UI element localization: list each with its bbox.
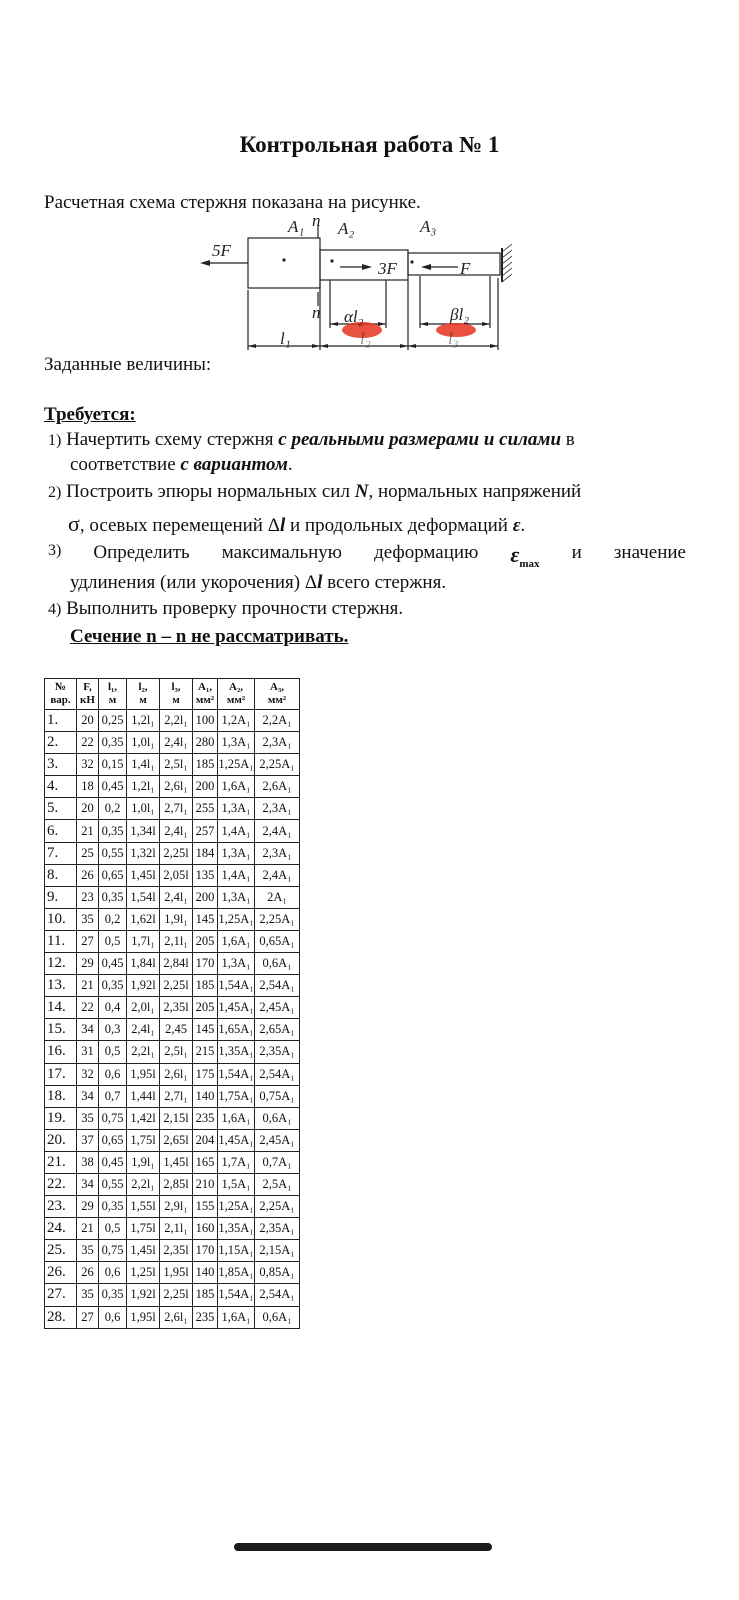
table-cell: 0,35 — [99, 886, 127, 908]
table-cell: 155 — [193, 1196, 218, 1218]
table-cell: 2,4l₁ — [127, 1019, 160, 1041]
table-cell: 100 — [193, 710, 218, 732]
table-cell: 175 — [193, 1063, 218, 1085]
table-cell: 1,55l — [127, 1196, 160, 1218]
table-row — [45, 1306, 300, 1328]
table-cell: 1,62l — [127, 908, 160, 930]
table-cell: 1,75l — [127, 1129, 160, 1151]
table-row — [45, 1218, 300, 1240]
table-cell: 0,2 — [99, 798, 127, 820]
table-cell: 34 — [77, 1085, 99, 1107]
table-cell: 1,44l — [127, 1085, 160, 1107]
table-cell: 0,6A₁ — [255, 953, 300, 975]
table-cell: 35 — [77, 1284, 99, 1306]
label-l3: l₃ — [448, 329, 459, 348]
table-cell: 2,25A₁ — [255, 908, 300, 930]
table-row — [45, 1085, 300, 1107]
table-cell: 4. — [45, 776, 77, 798]
table-cell: 23. — [45, 1196, 77, 1218]
table-row — [45, 886, 300, 908]
table-cell: 0,5 — [99, 1041, 127, 1063]
table-cell: 2,6l₁ — [160, 1306, 193, 1328]
task-1-number: 1) — [48, 432, 62, 449]
table-cell: 1. — [45, 710, 77, 732]
table-cell: 185 — [193, 754, 218, 776]
given-values-label: Заданные величины: — [44, 354, 212, 375]
table-cell: 0,65 — [99, 864, 127, 886]
table-cell: 1,4A₁ — [218, 820, 255, 842]
table-cell: 14. — [45, 997, 77, 1019]
table-row — [45, 1196, 300, 1218]
table-cell: 0,75 — [99, 1240, 127, 1262]
table-cell: 25. — [45, 1240, 77, 1262]
table-cell: 35 — [77, 1240, 99, 1262]
table-cell: 1,9l₁ — [127, 1151, 160, 1173]
table-cell: 1,54A₁ — [218, 1063, 255, 1085]
table-cell: 2,4l₁ — [160, 886, 193, 908]
task-4: 4) Выполнить проверку прочности стержня. — [48, 598, 404, 619]
column-header: A₁, мм² — [193, 679, 218, 710]
column-header: l₂, м — [127, 679, 160, 710]
table-cell: 2,25l — [160, 1284, 193, 1306]
table-cell: 1,9l₁ — [160, 908, 193, 930]
table-cell: 235 — [193, 1107, 218, 1129]
table-cell: 145 — [193, 1019, 218, 1041]
table-cell: 0,5 — [99, 930, 127, 952]
table-row — [45, 1019, 300, 1041]
task-3: 3) Определить максимальную деформацию $\varepsilon_{max}$ и значение — [48, 542, 686, 570]
table-cell: 205 — [193, 930, 218, 952]
table-cell: 2,6l₁ — [160, 1063, 193, 1085]
table-cell: 2,54A₁ — [255, 975, 300, 997]
table-cell: 3. — [45, 754, 77, 776]
table-row — [45, 1151, 300, 1173]
table-row — [45, 776, 300, 798]
label-a2: A₂ — [338, 219, 355, 238]
table-cell: 2,5A₁ — [255, 1173, 300, 1195]
table-row — [45, 798, 300, 820]
table-row — [45, 953, 300, 975]
column-header: A₃, мм² — [255, 679, 300, 710]
table-cell: 205 — [193, 997, 218, 1019]
table-cell: 1,65A₁ — [218, 1019, 255, 1041]
table-cell: 0,5 — [99, 1218, 127, 1240]
table-cell: 0,2 — [99, 908, 127, 930]
column-header: l₁, м — [99, 679, 127, 710]
table-cell: 7. — [45, 842, 77, 864]
table-cell: 257 — [193, 820, 218, 842]
task-1-cont: соответствие с вариантом. — [70, 454, 293, 475]
table-cell: 27 — [77, 930, 99, 952]
task-2-number: 2) — [48, 484, 62, 501]
table-cell: 6. — [45, 820, 77, 842]
table-cell: 1,95l — [127, 1063, 160, 1085]
table-cell: 2,2l₁ — [127, 1041, 160, 1063]
table-cell: 22. — [45, 1173, 77, 1195]
table-cell: 31 — [77, 1041, 99, 1063]
table-cell: 165 — [193, 1151, 218, 1173]
table-header-row — [45, 679, 300, 710]
table-cell: 0,6 — [99, 1063, 127, 1085]
table-cell: 22 — [77, 997, 99, 1019]
table-cell: 1,4A₁ — [218, 864, 255, 886]
table-cell: 26 — [77, 1262, 99, 1284]
table-cell: 34 — [77, 1019, 99, 1041]
table-cell: 1,2l₁ — [127, 776, 160, 798]
table-cell: 2,3A₁ — [255, 842, 300, 864]
table-cell: 27 — [77, 1306, 99, 1328]
label-f: F — [460, 259, 471, 278]
table-cell: 0,3 — [99, 1019, 127, 1041]
table-cell: 1,2l₁ — [127, 710, 160, 732]
table-cell: 1,95l — [160, 1262, 193, 1284]
table-cell: 20 — [77, 710, 99, 732]
table-cell: 2,25l — [160, 842, 193, 864]
table-cell: 1,3A₁ — [218, 886, 255, 908]
table-cell: 280 — [193, 732, 218, 754]
table-cell: 11. — [45, 930, 77, 952]
table-row — [45, 1129, 300, 1151]
table-cell: 1,35A₁ — [218, 1041, 255, 1063]
table-cell: 1,34l — [127, 820, 160, 842]
table-row — [45, 732, 300, 754]
table-cell: 37 — [77, 1129, 99, 1151]
table-cell: 2,5l₁ — [160, 1041, 193, 1063]
label-n-top: n — [312, 211, 321, 230]
table-row — [45, 908, 300, 930]
table-cell: 8. — [45, 864, 77, 886]
table-cell: 2,45A₁ — [255, 1129, 300, 1151]
table-cell: 2,1l₁ — [160, 1218, 193, 1240]
table-cell: 2,4l₁ — [160, 732, 193, 754]
table-cell: 1,6A₁ — [218, 1306, 255, 1328]
table-cell: 0,7A₁ — [255, 1151, 300, 1173]
table-cell: 2,54A₁ — [255, 1063, 300, 1085]
label-l1: l₁ — [280, 329, 291, 348]
table-cell: 2,3A₁ — [255, 798, 300, 820]
table-cell: 1,5A₁ — [218, 1173, 255, 1195]
table-cell: 0,25 — [99, 710, 127, 732]
rod-segment-1 — [248, 238, 320, 288]
table-cell: 1,25A₁ — [218, 754, 255, 776]
table-cell: 18 — [77, 776, 99, 798]
table-cell: 1,54A₁ — [218, 975, 255, 997]
table-cell: 204 — [193, 1129, 218, 1151]
table-cell: 20 — [77, 798, 99, 820]
table-cell: 0,75 — [99, 1107, 127, 1129]
table-cell: 1,95l — [127, 1306, 160, 1328]
table-cell: 2,4A₁ — [255, 820, 300, 842]
table-cell: 1,92l — [127, 975, 160, 997]
table-cell: 2,5l₁ — [160, 754, 193, 776]
table-cell: 1,15A₁ — [218, 1240, 255, 1262]
section-note: Сечение n – n не рассматривать. — [70, 626, 349, 647]
table-cell: 2,35l — [160, 1240, 193, 1262]
table-cell: 26. — [45, 1262, 77, 1284]
table-cell: 0,55 — [99, 842, 127, 864]
table-cell: 2,25A₁ — [255, 754, 300, 776]
table-cell: 25 — [77, 842, 99, 864]
table-row — [45, 1173, 300, 1195]
table-row — [45, 1041, 300, 1063]
wall-hatch — [502, 244, 512, 282]
table-cell: 0,6 — [99, 1306, 127, 1328]
table-cell: 1,6A₁ — [218, 930, 255, 952]
table-cell: 21 — [77, 820, 99, 842]
table-cell: 0,35 — [99, 820, 127, 842]
table-cell: 35 — [77, 908, 99, 930]
table-cell: 2,2l₁ — [160, 710, 193, 732]
table-cell: 2,84l — [160, 953, 193, 975]
table-cell: 9. — [45, 886, 77, 908]
table-cell: 1,45A₁ — [218, 997, 255, 1019]
task-2-cont: σ, осевых перемещений Δl и продольных деформаций ε. — [68, 511, 526, 536]
table-cell: 0,4 — [99, 997, 127, 1019]
table-cell: 15. — [45, 1019, 77, 1041]
table-cell: 1,45A₁ — [218, 1129, 255, 1151]
table-cell: 0,35 — [99, 975, 127, 997]
table-cell: 0,15 — [99, 754, 127, 776]
table-cell: 2. — [45, 732, 77, 754]
table-cell: 13. — [45, 975, 77, 997]
intro-text: Расчетная схема стержня показана на рисунке. — [44, 192, 421, 213]
table-row — [45, 1284, 300, 1306]
table-cell: 2,54A₁ — [255, 1284, 300, 1306]
table-cell: 2,15l — [160, 1107, 193, 1129]
table-cell: 2,7l₁ — [160, 1085, 193, 1107]
table-cell: 2,6l₁ — [160, 776, 193, 798]
table-cell: 184 — [193, 842, 218, 864]
table-cell: 235 — [193, 1306, 218, 1328]
rod-diagram — [200, 210, 530, 356]
table-cell: 1,7l₁ — [127, 930, 160, 952]
label-n-bottom: n — [312, 303, 321, 322]
table-cell: 1,7A₁ — [218, 1151, 255, 1173]
label-a3: A₃ — [420, 217, 437, 236]
table-cell: 0,6A₁ — [255, 1107, 300, 1129]
table-cell: 0,85A₁ — [255, 1262, 300, 1284]
table-cell: 18. — [45, 1085, 77, 1107]
table-cell: 1,85A₁ — [218, 1262, 255, 1284]
table-cell: 2,85l — [160, 1173, 193, 1195]
table-cell: 21. — [45, 1151, 77, 1173]
table-cell: 1,3A₁ — [218, 842, 255, 864]
table-cell: 32 — [77, 1063, 99, 1085]
table-cell: 1,92l — [127, 1284, 160, 1306]
table-cell: 2,3A₁ — [255, 732, 300, 754]
page-title: Контрольная работа № 1 — [239, 132, 500, 157]
table-cell: 2A₁ — [255, 886, 300, 908]
table-cell: 1,75A₁ — [218, 1085, 255, 1107]
label-alpha-l2: αl₂ — [344, 307, 364, 326]
table-cell: 0,65 — [99, 1129, 127, 1151]
table-cell: 24. — [45, 1218, 77, 1240]
table-cell: 27. — [45, 1284, 77, 1306]
task-4-number: 4) — [48, 601, 62, 618]
table-cell: 2,9l₁ — [160, 1196, 193, 1218]
table-cell: 1,75l — [127, 1218, 160, 1240]
table-cell: 185 — [193, 975, 218, 997]
table-cell: 1,4l₁ — [127, 754, 160, 776]
table-cell: 23 — [77, 886, 99, 908]
table-cell: 145 — [193, 908, 218, 930]
table-cell: 0,45 — [99, 1151, 127, 1173]
table-cell: 29 — [77, 1196, 99, 1218]
table-cell: 2,1l₁ — [160, 930, 193, 952]
table-cell: 5. — [45, 798, 77, 820]
table-cell: 32 — [77, 754, 99, 776]
table-cell: 21 — [77, 975, 99, 997]
table-cell: 0,35 — [99, 1196, 127, 1218]
label-a1: A₁ — [288, 217, 305, 236]
table-cell: 1,6A₁ — [218, 776, 255, 798]
table-cell: 2,65A₁ — [255, 1019, 300, 1041]
table-cell: 2,0l₁ — [127, 997, 160, 1019]
label-l2: l₂ — [360, 329, 371, 348]
table-cell: 26 — [77, 864, 99, 886]
table-row — [45, 754, 300, 776]
table-row — [45, 710, 300, 732]
table-cell: 140 — [193, 1085, 218, 1107]
rod-segment-3 — [408, 253, 500, 275]
table-cell: 38 — [77, 1151, 99, 1173]
table-cell: 2,2l₁ — [127, 1173, 160, 1195]
table-cell: 2,35A₁ — [255, 1041, 300, 1063]
table-cell: 10. — [45, 908, 77, 930]
table-cell: 35 — [77, 1107, 99, 1129]
table-row — [45, 1063, 300, 1085]
table-cell: 1,45l — [160, 1151, 193, 1173]
table-cell: 2,35A₁ — [255, 1218, 300, 1240]
table-cell: 2,15A₁ — [255, 1240, 300, 1262]
label-5f: 5F — [212, 241, 231, 260]
table-row — [45, 864, 300, 886]
column-header: l₃, м — [160, 679, 193, 710]
task-3-cont: удлинения (или укорочения) Δl всего стержня. — [70, 572, 447, 593]
table-cell: 0,7 — [99, 1085, 127, 1107]
table-cell: 1,54l — [127, 886, 160, 908]
task-3-number: 3) — [48, 542, 62, 559]
table-cell: 170 — [193, 953, 218, 975]
table-cell: 2,4l₁ — [160, 820, 193, 842]
table-cell: 29 — [77, 953, 99, 975]
table-row — [45, 820, 300, 842]
table-cell: 34 — [77, 1173, 99, 1195]
table-cell: 200 — [193, 776, 218, 798]
table-cell: 21 — [77, 1218, 99, 1240]
table-cell: 20. — [45, 1129, 77, 1151]
table-cell: 1,2A₁ — [218, 710, 255, 732]
table-body — [45, 710, 300, 1329]
required-heading: Требуется: — [44, 404, 136, 425]
table-cell: 2,25A₁ — [255, 1196, 300, 1218]
table-cell: 170 — [193, 1240, 218, 1262]
table-cell: 16. — [45, 1041, 77, 1063]
table-cell: 0,45 — [99, 953, 127, 975]
column-header: № вар. — [45, 679, 77, 710]
table-cell: 2,6A₁ — [255, 776, 300, 798]
table-row — [45, 1107, 300, 1129]
table-cell: 0,35 — [99, 732, 127, 754]
table-row — [45, 1240, 300, 1262]
table-cell: 1,84l — [127, 953, 160, 975]
table-row — [45, 1262, 300, 1284]
table-cell: 2,35l — [160, 997, 193, 1019]
table-cell: 210 — [193, 1173, 218, 1195]
table-cell: 2,45 — [160, 1019, 193, 1041]
table-cell: 0,75A₁ — [255, 1085, 300, 1107]
table-cell: 215 — [193, 1041, 218, 1063]
table-cell: 1,45l — [127, 864, 160, 886]
table-cell: 1,42l — [127, 1107, 160, 1129]
table-cell: 0,6A₁ — [255, 1306, 300, 1328]
task-2: 2) Построить эпюры нормальных сил N, нормальных напряжений — [48, 481, 582, 502]
table-row — [45, 975, 300, 997]
table-cell: 1,25A₁ — [218, 1196, 255, 1218]
table-cell: 2,05l — [160, 864, 193, 886]
table-cell: 200 — [193, 886, 218, 908]
table-row — [45, 997, 300, 1019]
table-cell: 2,25l — [160, 975, 193, 997]
table-cell: 1,3A₁ — [218, 953, 255, 975]
table-cell: 135 — [193, 864, 218, 886]
table-row — [45, 930, 300, 952]
table-cell: 2,45A₁ — [255, 997, 300, 1019]
label-3f: 3F — [378, 259, 397, 278]
table-cell: 0,6 — [99, 1262, 127, 1284]
table-cell: 1,35A₁ — [218, 1218, 255, 1240]
table-cell: 1,54A₁ — [218, 1284, 255, 1306]
table-cell: 19. — [45, 1107, 77, 1129]
table-cell: 185 — [193, 1284, 218, 1306]
table-cell: 22 — [77, 732, 99, 754]
table-row — [45, 842, 300, 864]
table-cell: 1,3A₁ — [218, 732, 255, 754]
task-1: 1) Начертить схему стержня с реальными размерами и силами в — [48, 429, 575, 450]
table-cell: 140 — [193, 1262, 218, 1284]
table-cell: 1,6A₁ — [218, 1107, 255, 1129]
table-cell: 0,45 — [99, 776, 127, 798]
table-cell: 17. — [45, 1063, 77, 1085]
variants-table — [44, 678, 300, 1329]
table-cell: 0,65A₁ — [255, 930, 300, 952]
table-cell: 1,3A₁ — [218, 798, 255, 820]
table-cell: 12. — [45, 953, 77, 975]
table-cell: 2,2A₁ — [255, 710, 300, 732]
table-cell: 1,25l — [127, 1262, 160, 1284]
table-cell: 0,35 — [99, 1284, 127, 1306]
table-cell: 160 — [193, 1218, 218, 1240]
table-cell: 28. — [45, 1306, 77, 1328]
table-cell: 2,65l — [160, 1129, 193, 1151]
label-beta-l2: βl₂ — [450, 305, 470, 324]
table-cell: 0,55 — [99, 1173, 127, 1195]
table-cell: 1,45l — [127, 1240, 160, 1262]
table-cell: 2,4A₁ — [255, 864, 300, 886]
table-cell: 255 — [193, 798, 218, 820]
home-indicator[interactable] — [234, 1543, 492, 1551]
table-cell: 1,32l — [127, 842, 160, 864]
table-cell: 1,0l₁ — [127, 732, 160, 754]
table-cell: 1,25A₁ — [218, 908, 255, 930]
table-cell: 2,7l₁ — [160, 798, 193, 820]
table-cell: 1,0l₁ — [127, 798, 160, 820]
column-header: A₂, мм² — [218, 679, 255, 710]
column-header: F, кН — [77, 679, 99, 710]
